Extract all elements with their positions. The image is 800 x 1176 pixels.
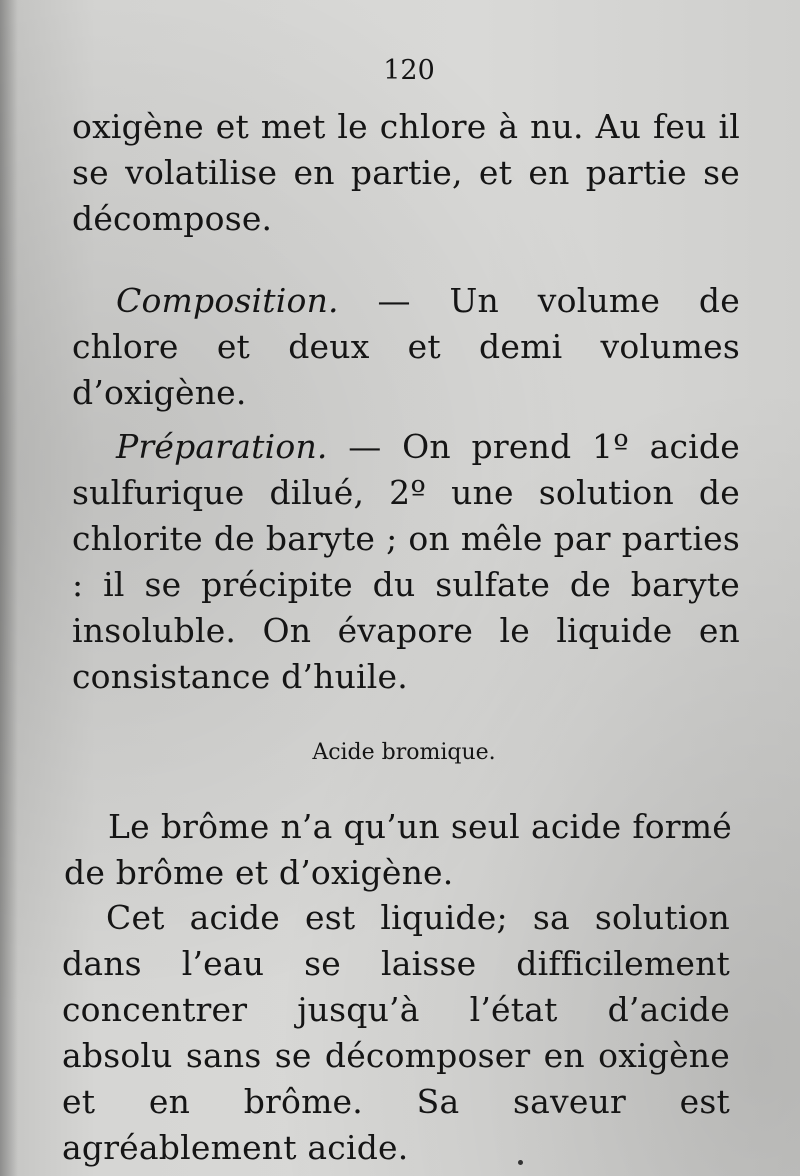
preparation-text: — On prend 1º acide sulfurique dilué, 2º une solution de chlorite de baryte ; on mêle par parties : il se précipite du sulfate de baryte insoluble. On évapore le liquide en consistance d’huile.	[72, 427, 740, 696]
composition-text: — Un volume de chlore et deux et demi volumes d’oxigène.	[72, 281, 740, 412]
preparation-label: Préparation.	[116, 427, 328, 466]
paragraph-continuation	[72, 104, 740, 242]
page-speck	[518, 1160, 523, 1165]
composition-label: Composition.	[116, 281, 339, 320]
paragraph-4-text: Le brôme n’a qu’un seul acide formé de brôme et d’oxigène.	[64, 807, 732, 892]
paragraph-composition	[72, 278, 740, 416]
paragraph-bromine-intro	[64, 804, 732, 896]
paragraph-bromine-acid	[62, 895, 730, 1171]
paragraph-preparation	[72, 424, 740, 700]
section-title: Acide bromique.	[312, 740, 496, 765]
binding-shadow	[0, 0, 18, 1176]
paragraph-1-text: oxigène et met le chlore à nu. Au feu il se volatilise en partie, et en partie se décompose.	[72, 107, 740, 238]
page-number: 120	[383, 55, 435, 86]
paragraph-5-text: Cet acide est liquide; sa solution dans l’eau se laisse difficilement concentrer jusqu’à l’état d’acide absolu sans se décomposer en oxigène et en brôme. Sa saveur est agréablement acide.	[62, 898, 730, 1167]
